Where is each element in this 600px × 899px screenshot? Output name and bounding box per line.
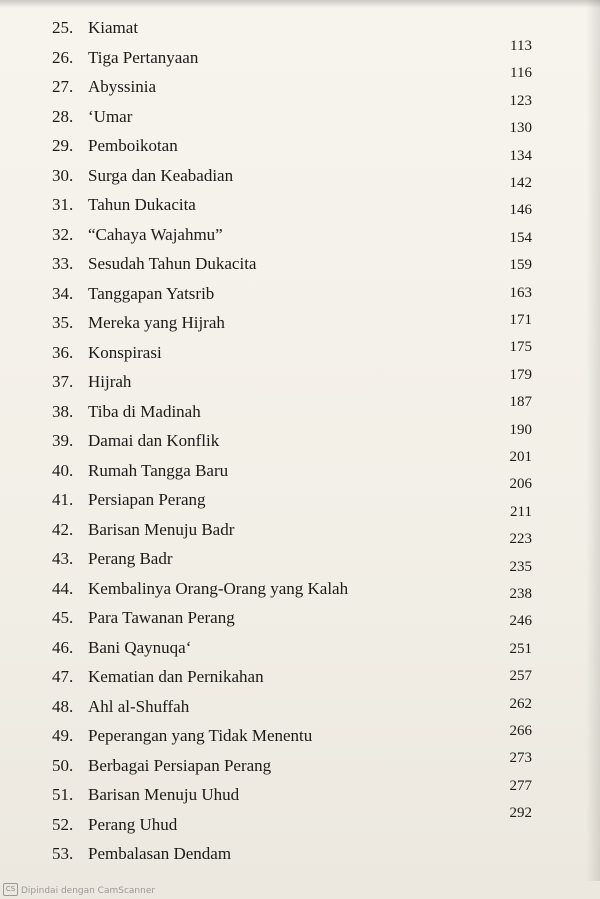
- toc-page-number: 187: [509, 394, 532, 411]
- toc-page-number: 201: [509, 449, 532, 465]
- toc-page-number: 223: [509, 531, 532, 548]
- toc-entry-title: Rumah Tangga Baru: [88, 460, 229, 480]
- toc-entry-title: Tiba di Madinah: [88, 401, 201, 421]
- toc-entry-title: Persiapan Perang: [88, 490, 206, 509]
- toc-page-number: 206: [509, 476, 532, 493]
- toc-entry-number: 52.: [52, 814, 74, 834]
- toc-page-number: 190: [509, 421, 532, 438]
- toc-page-number: 292: [509, 805, 532, 822]
- toc-page-number: 146: [509, 202, 532, 219]
- scanner-footer: [0, 881, 600, 899]
- toc-entry-number: 53.: [52, 844, 74, 863]
- toc-entry-number: 28.: [52, 106, 74, 126]
- toc-entry-number: 49.: [52, 726, 74, 745]
- toc-page-number: 134: [509, 147, 532, 164]
- toc-page-number: 266: [509, 723, 532, 739]
- toc-entry-number: 33.: [52, 254, 74, 273]
- toc-entry: [0, 840, 600, 868]
- toc-entry-number: 38.: [52, 401, 74, 421]
- toc-entry-number: 47.: [52, 667, 74, 686]
- toc-entry-title: Barisan Menuju Badr: [88, 519, 235, 539]
- toc-page-number: 175: [509, 339, 532, 356]
- toc-entry-number: 43.: [52, 549, 74, 568]
- toc-page-number: 163: [509, 284, 532, 301]
- toc-entry-number: 41.: [52, 490, 74, 509]
- toc-page-number: 211: [510, 503, 532, 520]
- toc-page-number: 273: [509, 750, 532, 767]
- toc-entry-title: Kembalinya Orang-Orang yang Kalah: [88, 578, 349, 598]
- toc-page-number: 171: [509, 312, 532, 328]
- toc-page-number: 277: [509, 777, 532, 794]
- toc-entry-title: Para Tawanan Perang: [88, 608, 235, 627]
- toc-entry-title: ‘Umar: [88, 106, 133, 126]
- toc-entry-title: “Cahaya Wajahmu”: [88, 224, 223, 244]
- toc-page-number: 159: [509, 257, 532, 274]
- toc-page-number: 179: [509, 366, 532, 383]
- toc-entry-number: 45.: [52, 608, 74, 627]
- toc-entry-title: Perang Uhud: [88, 814, 178, 834]
- toc-entry-number: 51.: [52, 785, 74, 804]
- toc-entry-title: Kematian dan Pernikahan: [88, 667, 264, 686]
- toc-entry-title: Tanggapan Yatsrib: [88, 283, 215, 303]
- toc-entry-title: Tahun Dukacita: [88, 195, 196, 214]
- toc-page-number: 123: [509, 92, 532, 109]
- toc-page-number: 262: [509, 695, 532, 712]
- toc-entry-number: 34.: [52, 283, 74, 303]
- toc-entry-title: Surga dan Keabadian: [88, 165, 234, 185]
- toc-entry-number: 50.: [52, 755, 74, 775]
- toc-entry-title: Konspirasi: [88, 342, 162, 362]
- toc-entry-number: 30.: [52, 165, 74, 185]
- toc-page-number: 238: [509, 586, 532, 602]
- toc-entry-title: Perang Badr: [88, 549, 173, 568]
- toc-page-number: 251: [509, 640, 532, 657]
- toc-entry-title: Bani Qaynuqa‘: [88, 637, 192, 657]
- toc-entry-title: Pembalasan Dendam: [88, 844, 232, 863]
- toc-page-number: 154: [509, 229, 532, 246]
- toc-entry-title: Tiga Pertanyaan: [88, 47, 199, 67]
- toc-entry-number: 40.: [52, 460, 74, 480]
- toc-entry-number: 44.: [52, 578, 74, 598]
- toc-entry-title: Sesudah Tahun Dukacita: [88, 254, 257, 273]
- toc-page-number: 235: [509, 558, 532, 575]
- toc-page-number: 246: [509, 613, 532, 630]
- camscanner-logo-icon: CS: [3, 883, 18, 896]
- toc-entry-title: Mereka yang Hijrah: [88, 313, 225, 332]
- toc-entry-number: 35.: [52, 313, 74, 332]
- toc-entry-title: Damai dan Konflik: [88, 431, 220, 450]
- toc-entry-number: 36.: [52, 342, 74, 362]
- toc-entry-title: Abyssinia: [88, 77, 156, 96]
- toc-entry-title: Berbagai Persiapan Perang: [88, 755, 272, 775]
- toc-page-number: 113: [510, 38, 532, 54]
- toc-entry-title: Ahl al-Shuffah: [88, 696, 190, 716]
- toc-entry-title: Kiamat: [88, 18, 139, 37]
- toc-entry-number: 39.: [52, 431, 74, 450]
- toc-entry-number: 25.: [52, 18, 74, 37]
- toc-entry-number: 26.: [52, 47, 74, 67]
- toc-page-number: 116: [510, 65, 532, 82]
- toc-entry-title: Barisan Menuju Uhud: [88, 785, 240, 804]
- toc-entry-number: 46.: [52, 637, 74, 657]
- toc-page-number: 257: [509, 668, 532, 685]
- toc-entry-title: Peperangan yang Tidak Menentu: [88, 726, 313, 745]
- toc-entry-number: 32.: [52, 224, 74, 244]
- toc-page-number: 130: [509, 120, 532, 137]
- toc-page-number: 142: [509, 175, 532, 191]
- toc-entry-number: 31.: [52, 195, 74, 214]
- toc-entry-number: 37.: [52, 372, 74, 391]
- toc-entry-title: Hijrah: [88, 372, 132, 391]
- toc-entry-number: 27.: [52, 77, 74, 96]
- toc-entry-number: 42.: [52, 519, 74, 539]
- scanner-watermark-text: Dipindai dengan CamScanner: [21, 886, 156, 896]
- toc-entry-number: 29.: [52, 136, 74, 155]
- toc-entry-number: 48.: [52, 696, 74, 716]
- toc-entry-title: Pemboikotan: [88, 136, 178, 155]
